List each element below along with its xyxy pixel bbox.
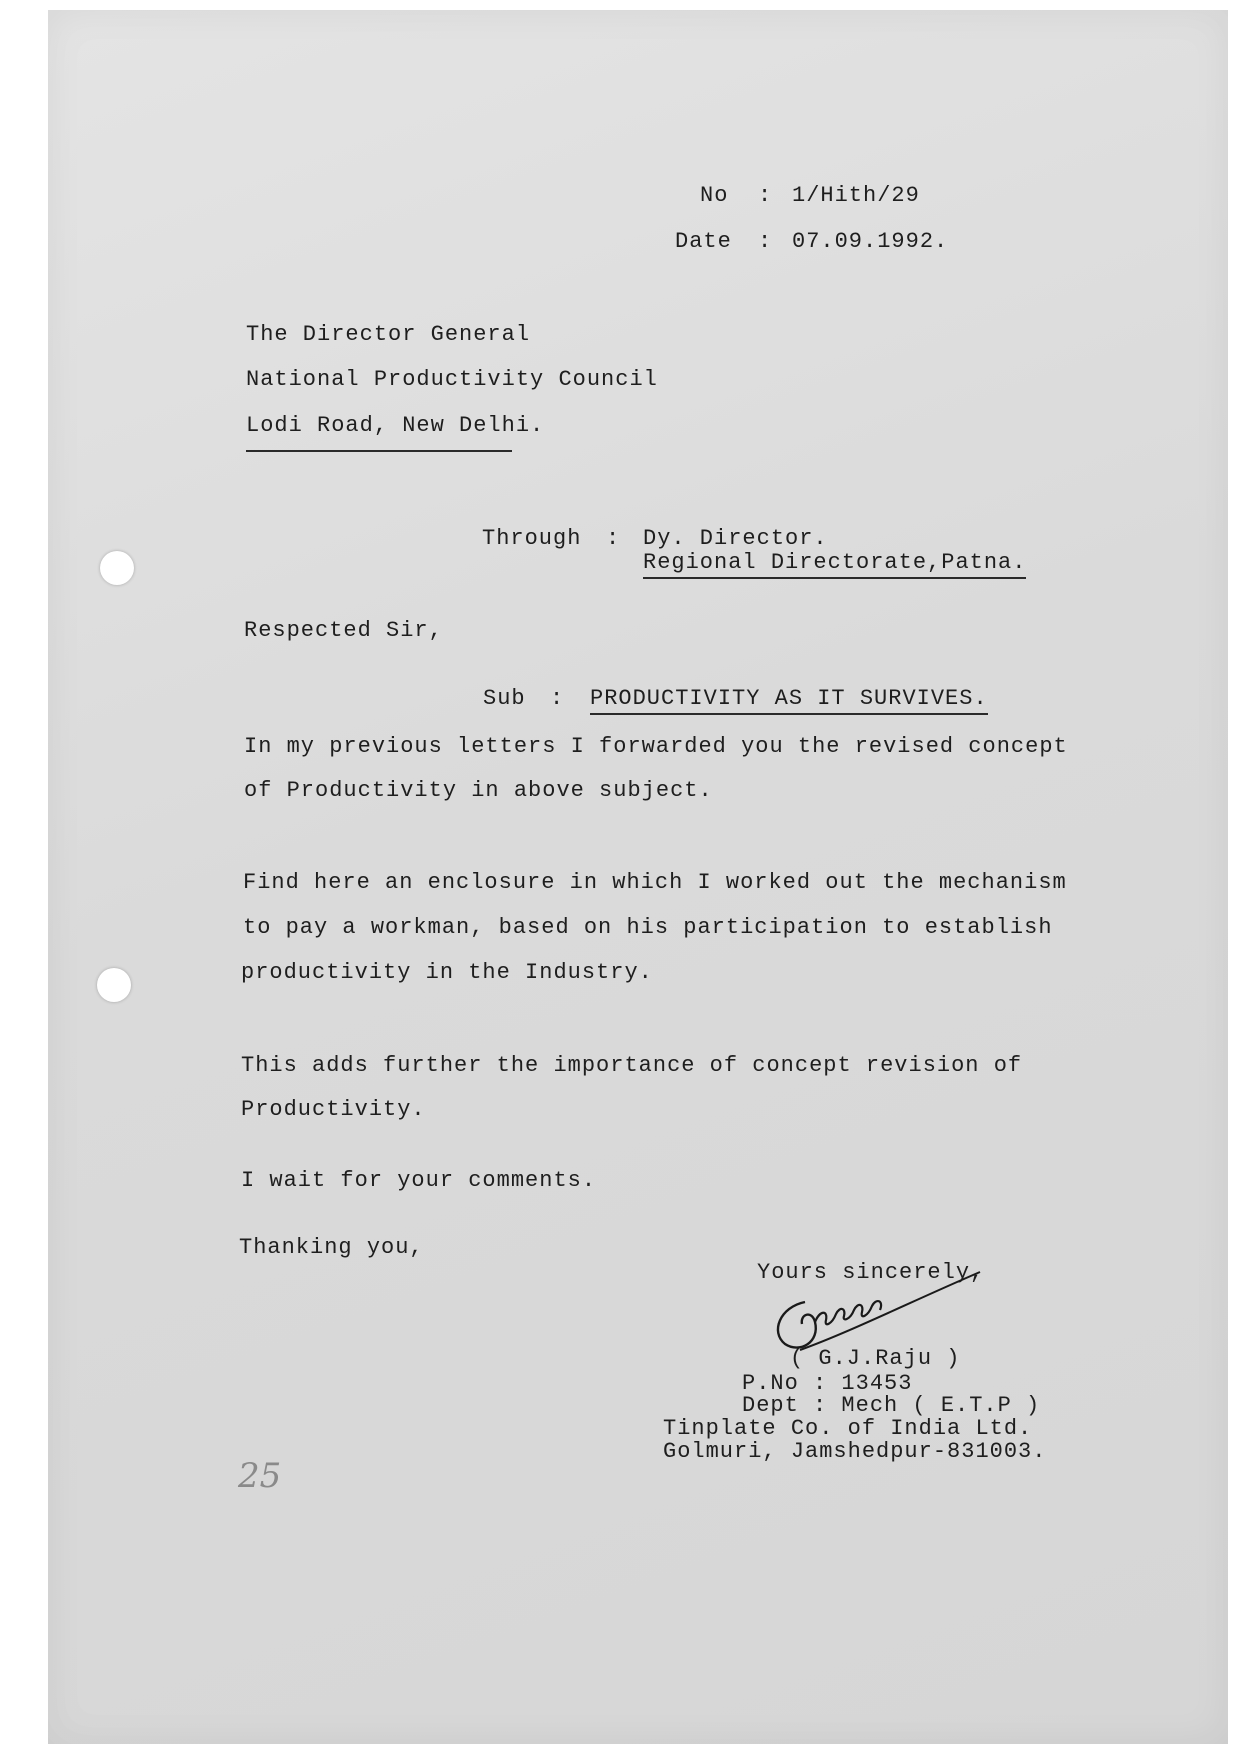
body-p1-line-2: of Productivity in above subject. xyxy=(244,778,713,803)
punch-hole-top xyxy=(100,551,134,585)
subject-text: PRODUCTIVITY AS IT SURVIVES. xyxy=(590,686,988,715)
body-p4: I wait for your comments. xyxy=(241,1168,597,1193)
addressee-line-1: The Director General xyxy=(246,322,531,347)
punch-hole-bottom xyxy=(97,968,131,1002)
salutation: Respected Sir, xyxy=(244,618,443,643)
ref-no-sep: : xyxy=(758,183,773,208)
body-p3-line-1: This adds further the importance of concept revision of xyxy=(241,1053,1023,1078)
through-label: Through xyxy=(482,526,582,551)
through-line-1: Dy. Director. xyxy=(643,526,828,551)
ref-no-label: No xyxy=(700,183,729,208)
through-sep: : xyxy=(606,526,621,551)
signoff-company: Tinplate Co. of India Ltd. xyxy=(663,1416,1033,1441)
body-p1-line-1: In my previous letters I forwarded you the revised concept xyxy=(244,734,1068,759)
addressee-underline xyxy=(246,450,512,452)
subject-sep: : xyxy=(550,686,565,711)
pencil-page-mark: 25 xyxy=(238,1456,282,1496)
ref-no-value: 1/Hith/29 xyxy=(792,183,920,208)
subject-label: Sub xyxy=(483,686,526,711)
signoff-pno: P.No : 13453 xyxy=(742,1371,913,1396)
through-line-2: Regional Directorate,Patna. xyxy=(643,550,1026,579)
ref-date-value: 07.09.1992. xyxy=(792,229,949,254)
ref-date-sep: : xyxy=(758,229,773,254)
body-p3-line-2: Productivity. xyxy=(241,1097,426,1122)
ref-date-label: Date xyxy=(675,229,732,254)
body-p2-line-1: Find here an enclosure in which I worked out the mechanism xyxy=(243,870,1067,895)
signoff-name: ( G.J.Raju ) xyxy=(790,1346,961,1371)
signoff-address: Golmuri, Jamshedpur-831003. xyxy=(663,1439,1047,1464)
body-p2-line-2: to pay a workman, based on his participation to establish xyxy=(243,915,1053,940)
signoff-yours: Yours sincerely, xyxy=(757,1260,985,1285)
signoff-dept: Dept : Mech ( E.T.P ) xyxy=(742,1393,1041,1418)
body-p2-line-3: productivity in the Industry. xyxy=(241,960,653,985)
addressee-line-3: Lodi Road, New Delhi. xyxy=(246,413,545,438)
addressee-line-2: National Productivity Council xyxy=(246,367,658,392)
closing: Thanking you, xyxy=(239,1235,424,1260)
